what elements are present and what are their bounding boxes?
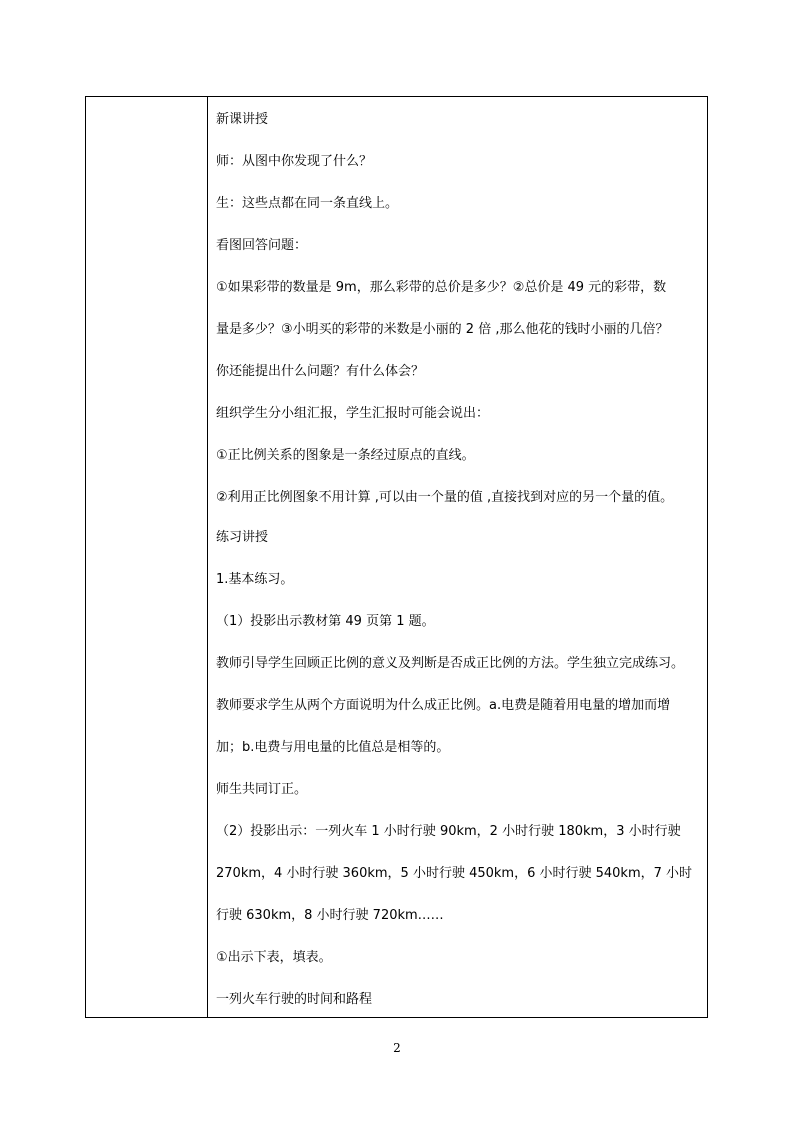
paragraph-line: 加；b.电费与用电量的比值总是相等的。: [216, 740, 450, 755]
paragraph-line: 组织学生分小组汇报，学生汇报时可能会说出：: [216, 406, 490, 421]
paragraph-line: 行驶 630km，8 小时行驶 720km……: [216, 908, 444, 923]
paragraph-line: （2）投影出示：一列火车 1 小时行驶 90km，2 小时行驶 180km，3 小时行驶: [216, 824, 681, 839]
section-heading-new-lesson: 新课讲授: [216, 112, 269, 127]
paragraph-line: 师生共同订正。: [216, 782, 308, 797]
paragraph-line: ②利用正比例图象不用计算 ,可以由一个量的值 ,直接找到对应的另一个量的值。: [216, 490, 674, 505]
paragraph-line: 270km，4 小时行驶 360km，5 小时行驶 450km，6 小时行驶 540km，7 小时: [216, 866, 693, 881]
table-left-column: [86, 97, 208, 1017]
paragraph-line: 生：这些点都在同一条直线上。: [216, 196, 399, 211]
paragraph-line: ①出示下表，填表。: [216, 950, 332, 965]
table-caption-line: 一列火车行驶的时间和路程: [216, 992, 373, 1007]
paragraph-line: ①如果彩带的数量是 9m，那么彩带的总价是多少？②总价是 49 元的彩带，数: [216, 280, 667, 295]
paragraph-line: 你还能提出什么问题？有什么体会？: [216, 364, 425, 379]
section-heading-practice: 练习讲授: [216, 530, 269, 545]
paragraph-line: 看图回答问题：: [216, 238, 308, 253]
page-number: 2: [393, 1041, 401, 1055]
table-content-column: [208, 97, 707, 1017]
lesson-table: [85, 96, 708, 1018]
paragraph-line: ①正比例关系的图象是一条经过原点的直线。: [216, 448, 475, 463]
paragraph-line: 量是多少？③小明买的彩带的米数是小丽的 2 倍 ,那么他花的钱时小丽的几倍？: [216, 322, 669, 337]
paragraph-line: 教师引导学生回顾正比例的意义及判断是否成正比例的方法。学生独立完成练习。: [216, 656, 685, 671]
paragraph-line: （1）投影出示教材第 49 页第 1 题。: [216, 614, 435, 629]
paragraph-line: 师：从图中你发现了什么？: [216, 154, 373, 169]
paragraph-line: 1.基本练习。: [216, 572, 294, 587]
paragraph-line: 教师要求学生从两个方面说明为什么成正比例。a.电费是随着用电量的增加而增: [216, 698, 671, 713]
